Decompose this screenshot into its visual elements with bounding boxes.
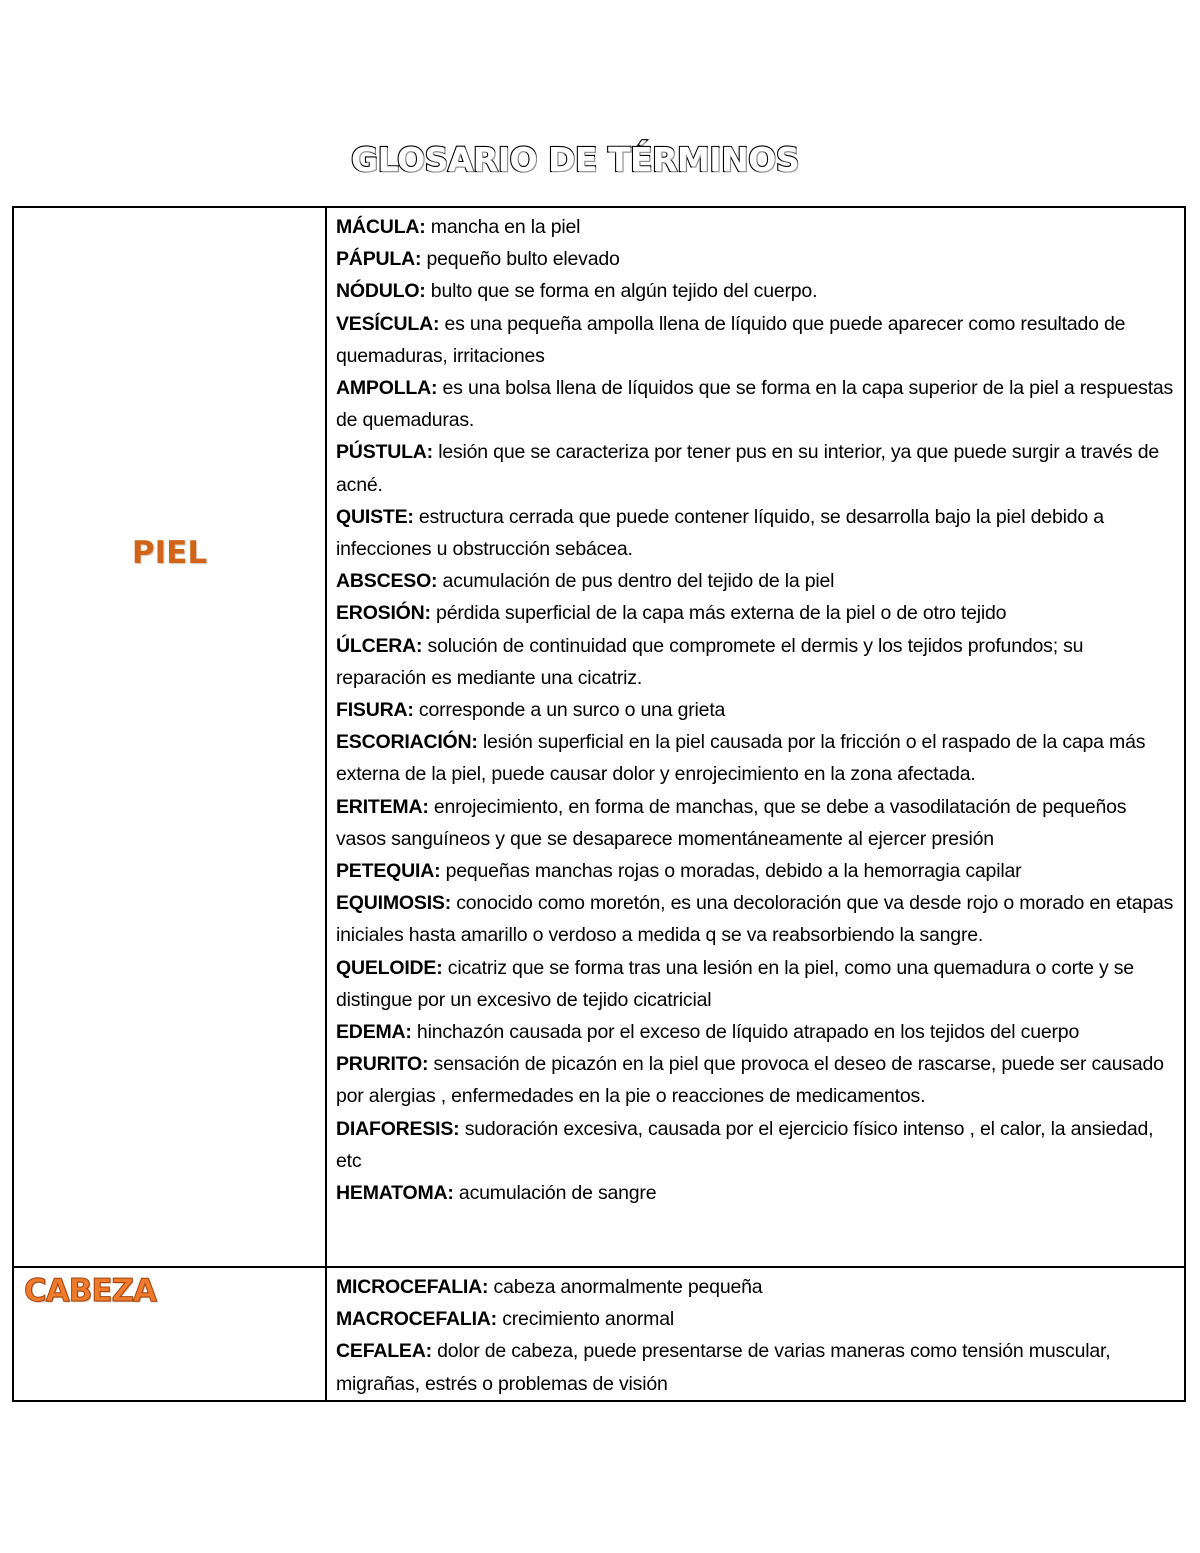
glossary-definition: crecimiento anormal [496, 1308, 674, 1331]
glossary-table [12, 206, 1186, 1402]
glossary-definition: lesión que se caracteriza por tener pus en su interior, ya que puede surgir a través de acné. [336, 441, 1159, 496]
glossary-term: ESCORIACIÓN: [336, 731, 478, 754]
glossary-definition: acumulación de sangre [453, 1182, 657, 1205]
glossary-entry [336, 1335, 1176, 1399]
glossary-entry [336, 1016, 1176, 1048]
glossary-term: MICROCEFALIA: [336, 1276, 489, 1298]
glossary-definition: lesión superficial en la piel causada por la fricción o el raspado de la capa más externa de la piel, puede causar dolor y enrojecimiento en la zona afectada. [336, 731, 1146, 786]
glossary-entry [336, 1271, 1176, 1303]
glossary-definition: sensación de picazón en la piel que provoca el deseo de rascarse, puede ser causado por alergias , enfermedades en la pie o reacciones de medicamentos. [336, 1053, 1164, 1108]
glossary-entry [336, 565, 1176, 597]
glossary-definition: corresponde a un surco o una grieta [413, 699, 726, 722]
glossary-term: EDEMA: [336, 1021, 412, 1044]
glossary-definition: dolor de cabeza, puede presentarse de varias maneras como tensión muscular, migrañas, estrés o problemas de visión [336, 1340, 1111, 1395]
glossary-term: VESÍCULA: [336, 312, 440, 335]
glossary-term: EROSIÓN: [336, 602, 431, 625]
glossary-definition: bulto que se forma en algún tejido del cuerpo. [425, 280, 818, 303]
glossary-term: PETEQUIA: [336, 860, 441, 883]
glossary-term: MACROCEFALIA: [336, 1308, 497, 1331]
glossary-definition: enrojecimiento, en forma de manchas, que se debe a vasodilatación de pequeños vasos sanguíneos y que se desaparece momentáneamente al ejercer presión [336, 795, 1127, 850]
glossary-definition: pérdida superficial de la capa más externa de la piel o de otro tejido [430, 602, 1007, 625]
glossary-term: PRURITO: [336, 1053, 429, 1076]
glossary-definition: acumulación de pus dentro del tejido de la piel [437, 570, 835, 593]
glossary-entry [336, 597, 1176, 629]
glossary-definition: solución de continuidad que compromete el dermis y los tejidos profundos; su reparación es mediante una cicatriz. [336, 634, 1084, 689]
glossary-entry [336, 791, 1176, 855]
glossary-term: FISURA: [336, 699, 414, 722]
glossary-entry [336, 501, 1176, 565]
glossary-definition: cabeza anormalmente pequeña [488, 1276, 763, 1298]
glossary-definition: sudoración excesiva, causada por el ejercicio físico intenso , el calor, la ansiedad, etc [336, 1117, 1154, 1172]
glossary-term: NÓDULO: [336, 280, 426, 303]
glossary-term: ÚLCERA: [336, 634, 423, 657]
category-cell-cabeza [13, 1267, 326, 1401]
glossary-definition: cicatriz que se forma tras una lesión en la piel, como una quemadura o corte y se distingue por un excesivo de tejido cicatricial [336, 956, 1134, 1011]
glossary-term: CEFALEA: [336, 1340, 432, 1363]
glossary-term: EQUIMOSIS: [336, 892, 452, 915]
glossary-definition: mancha en la piel [425, 216, 581, 238]
glossary-term: DIAFORESIS: [336, 1117, 460, 1140]
glossary-term: QUELOIDE: [336, 956, 443, 979]
glossary-entry [336, 211, 1176, 243]
glossary-term: ABSCESO: [336, 570, 438, 593]
category-cell-piel [13, 207, 326, 1267]
glossary-entry [336, 308, 1176, 372]
glossary-term: QUISTE: [336, 505, 414, 528]
definitions-cell-cabeza [326, 1267, 1185, 1401]
glossary-definition: pequeño bulto elevado [421, 248, 620, 271]
glossary-entry [336, 1303, 1176, 1335]
glossary-entry [336, 275, 1176, 307]
glossary-term: PÚSTULA: [336, 441, 433, 464]
definitions-cell-piel [326, 207, 1185, 1267]
glossary-entry [336, 436, 1176, 500]
glossary-entry [336, 952, 1176, 1016]
page-title: GLOSARIO DE TÉRMINOS [351, 140, 799, 179]
glossary-definition: es una pequeña ampolla llena de líquido que puede aparecer como resultado de quemaduras, irritaciones [336, 312, 1126, 367]
glossary-entry [336, 1048, 1176, 1112]
glossary-entry [336, 372, 1176, 436]
glossary-term: PÁPULA: [336, 248, 422, 271]
glossary-term: AMPOLLA: [336, 377, 438, 400]
glossary-definition: estructura cerrada que puede contener líquido, se desarrolla bajo la piel debido a infecciones u obstrucción sebácea. [336, 505, 1104, 561]
definition-list-piel [336, 211, 1176, 1209]
glossary-term: HEMATOMA: [336, 1182, 454, 1205]
category-label-piel: PIEL [131, 535, 208, 571]
glossary-entry [336, 243, 1176, 275]
glossary-entry [336, 887, 1176, 951]
glossary-definition: pequeñas manchas rojas o moradas, debido a la hemorragia capilar [440, 860, 1022, 883]
glossary-definition: hinchazón causada por el exceso de líquido atrapado en los tejidos del cuerpo [411, 1021, 1080, 1044]
glossary-entry [336, 855, 1176, 887]
category-label-cabeza: CABEZA [24, 1273, 157, 1309]
section-row-cabeza [13, 1267, 1185, 1401]
section-row-piel [13, 207, 1185, 1267]
glossary-entry [336, 726, 1176, 790]
glossary-entry [336, 630, 1176, 694]
glossary-term: ERITEMA: [336, 795, 429, 818]
glossary-entry [336, 694, 1176, 726]
glossary-definition: conocido como moretón, es una decoloración que va desde rojo o morado en etapas iniciales hasta amarillo o verdoso a medida q se va reabsorbiendo la sangre. [336, 892, 1174, 947]
glossary-term: MÁCULA: [336, 216, 426, 238]
definition-list-cabeza [336, 1271, 1176, 1400]
glossary-entry [336, 1177, 1176, 1209]
glossary-definition: es una bolsa llena de líquidos que se forma en la capa superior de la piel a respuestas de quemaduras. [336, 377, 1174, 432]
glossary-entry [336, 1113, 1176, 1177]
